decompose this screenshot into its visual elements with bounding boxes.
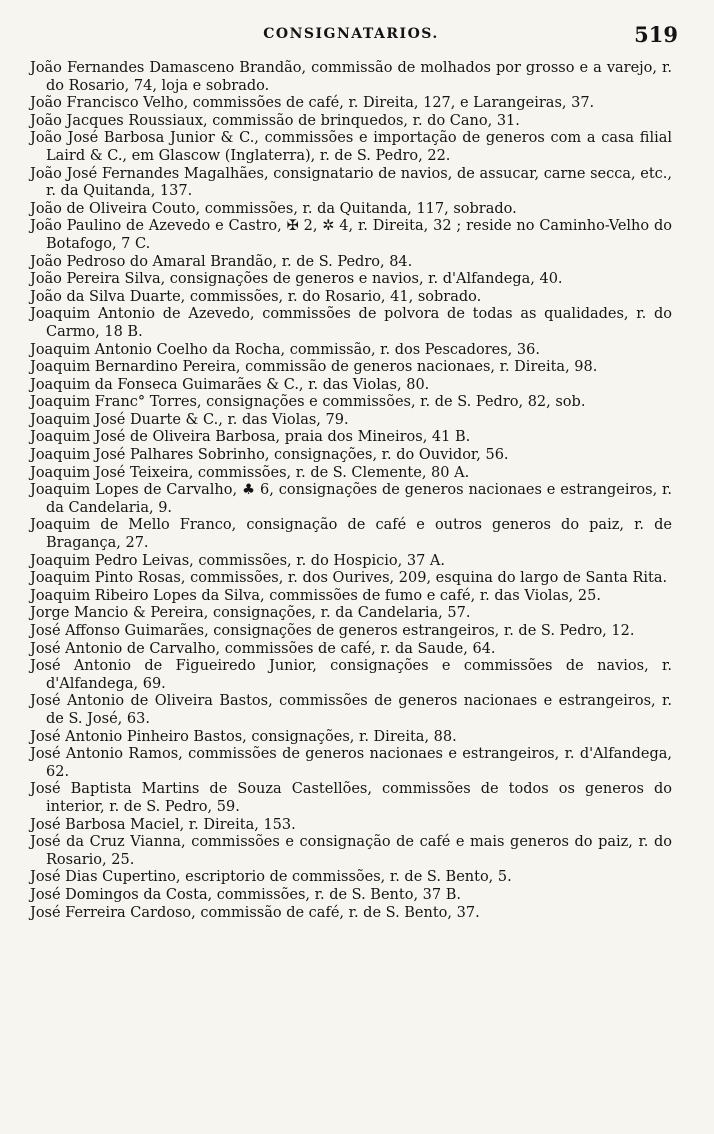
entry-list <box>30 60 672 922</box>
directory-entry: Joaquim José de Oliveira Barbosa, praia dos Mineiros, 41 B. <box>30 429 471 446</box>
directory-entry: Joaquim Lopes de Carvalho, ♣ 6, consignações de generos nacionaes e estrangeiros, r. da Candelaria, 9. <box>30 482 672 516</box>
directory-entry: José Antonio de Figueiredo Junior, consignações e commissões de navios, r. d'Alfandega, 69. <box>30 658 672 692</box>
directory-entry: Joaquim Franc° Torres, consignações e commissões, r. de S. Pedro, 82, sob. <box>30 394 586 411</box>
directory-entry: João José Fernandes Magalhães, consignatario de navios, de assucar, carne secca, etc., r. da Quitanda, 137. <box>30 165 672 200</box>
directory-entry: Joaquim José Palhares Sobrinho, consignações, r. do Ouvidor, 56. <box>30 447 509 464</box>
directory-entry: José Antonio Ramos, commissões de generos nacionaes e estrangeiros, r. d'Alfandega, 62. <box>30 746 672 780</box>
directory-entry: João da Silva Duarte, commissões, r. do Rosario, 41, sobrado. <box>30 288 482 305</box>
page-header <box>30 22 678 60</box>
directory-entry: Joaquim Pinto Rosas, commissões, r. dos Ourives, 209, esquina do largo de Santa Rita. <box>30 570 668 587</box>
directory-entry: João Jacques Roussiaux, commissão de brinquedos, r. do Cano, 31. <box>30 112 520 129</box>
directory-entry: Joaquim Antonio de Azevedo, commissões de polvora de todas as qualidades, r. do Carmo, 18 B. <box>30 306 672 340</box>
directory-entry: José Domingos da Costa, commissões, r. de S. Bento, 37 B. <box>30 886 461 903</box>
directory-entry: Joaquim Pedro Leivas, commissões, r. do Hospicio, 37 A. <box>30 552 445 569</box>
directory-entry: José Dias Cupertino, escriptorio de commissões, r. de S. Bento, 5. <box>30 869 512 886</box>
directory-entry: José Affonso Guimarães, consignações de generos estrangeiros, r. de S. Pedro, 12. <box>30 623 635 639</box>
directory-entry: José da Cruz Vianna, commissões e consignação de café e mais generos do paiz, r. do Rosario, 25. <box>30 834 672 868</box>
directory-entry: João José Barbosa Junior & C., commissões e importação de generos com a casa filial Laird & C., em Glascow (Inglaterra), r. de S. Pedro, 22. <box>30 130 672 164</box>
directory-entry: João de Oliveira Couto, commissões, r. da Quitanda, 117, sobrado. <box>30 200 517 217</box>
directory-entry: João Paulino de Azevedo e Castro, ✠ 2, ✲ 4, r. Direita, 32 ; reside no Caminho-Velho do Botafogo, 7 C. <box>30 218 672 252</box>
directory-entry: José Barbosa Maciel, r. Direita, 153. <box>30 816 296 833</box>
directory-entry: João Pereira Silva, consignações de generos e navios, r. d'Alfandega, 40. <box>30 271 563 288</box>
directory-entry: Joaquim Antonio Coelho da Rocha, commissão, r. dos Pescadores, 36. <box>30 341 540 358</box>
directory-entry: João Francisco Velho, commissões de café, r. Direita, 127, e Larangeiras, 37. <box>30 95 595 112</box>
directory-entry: João Pedroso do Amaral Brandão, r. de S. Pedro, 84. <box>30 253 413 270</box>
directory-entry: José Baptista Martins de Souza Castellões, commissões de todos os generos do interior, r. de S. Pedro, 59. <box>30 781 672 815</box>
directory-entry: Joaquim da Fonseca Guimarães & C., r. das Violas, 80. <box>30 376 430 393</box>
directory-entry: Jorge Mancio & Pereira, consignações, r. da Candelaria, 57. <box>30 605 471 622</box>
page-number: 519 <box>634 22 678 47</box>
directory-entry: Joaquim Ribeiro Lopes da Silva, commissões de fumo e café, r. das Violas, 25. <box>30 587 601 604</box>
directory-entry: Joaquim José Duarte & C., r. das Violas, 79. <box>30 411 349 428</box>
directory-entry: Joaquim José Teixeira, commissões, r. de S. Clemente, 80 A. <box>30 464 470 481</box>
directory-entry: Joaquim Bernardino Pereira, commissão de generos nacionaes, r. Direita, 98. <box>30 359 598 376</box>
section-title: CONSIGNATARIOS. <box>263 26 439 42</box>
directory-entry: José Ferreira Cardoso, commissão de café, r. de S. Bento, 37. <box>30 904 480 921</box>
directory-page <box>30 22 678 922</box>
directory-entry: José Antonio de Carvalho, commissões de café, r. da Saude, 64. <box>30 640 496 657</box>
directory-entry: João Fernandes Damasceno Brandão, commissão de molhados por grosso e a varejo, r. do Rosario, 74, loja e sobrado. <box>30 60 672 94</box>
directory-entry: José Antonio Pinheiro Bastos, consignações, r. Direita, 88. <box>30 728 457 745</box>
directory-entry: Joaquim de Mello Franco, consignação de café e outros generos do paiz, r. de Bragança, 27. <box>30 517 672 552</box>
directory-entry: José Antonio de Oliveira Bastos, commissões de generos nacionaes e estrangeiros, r. de S. José, 63. <box>30 693 672 727</box>
